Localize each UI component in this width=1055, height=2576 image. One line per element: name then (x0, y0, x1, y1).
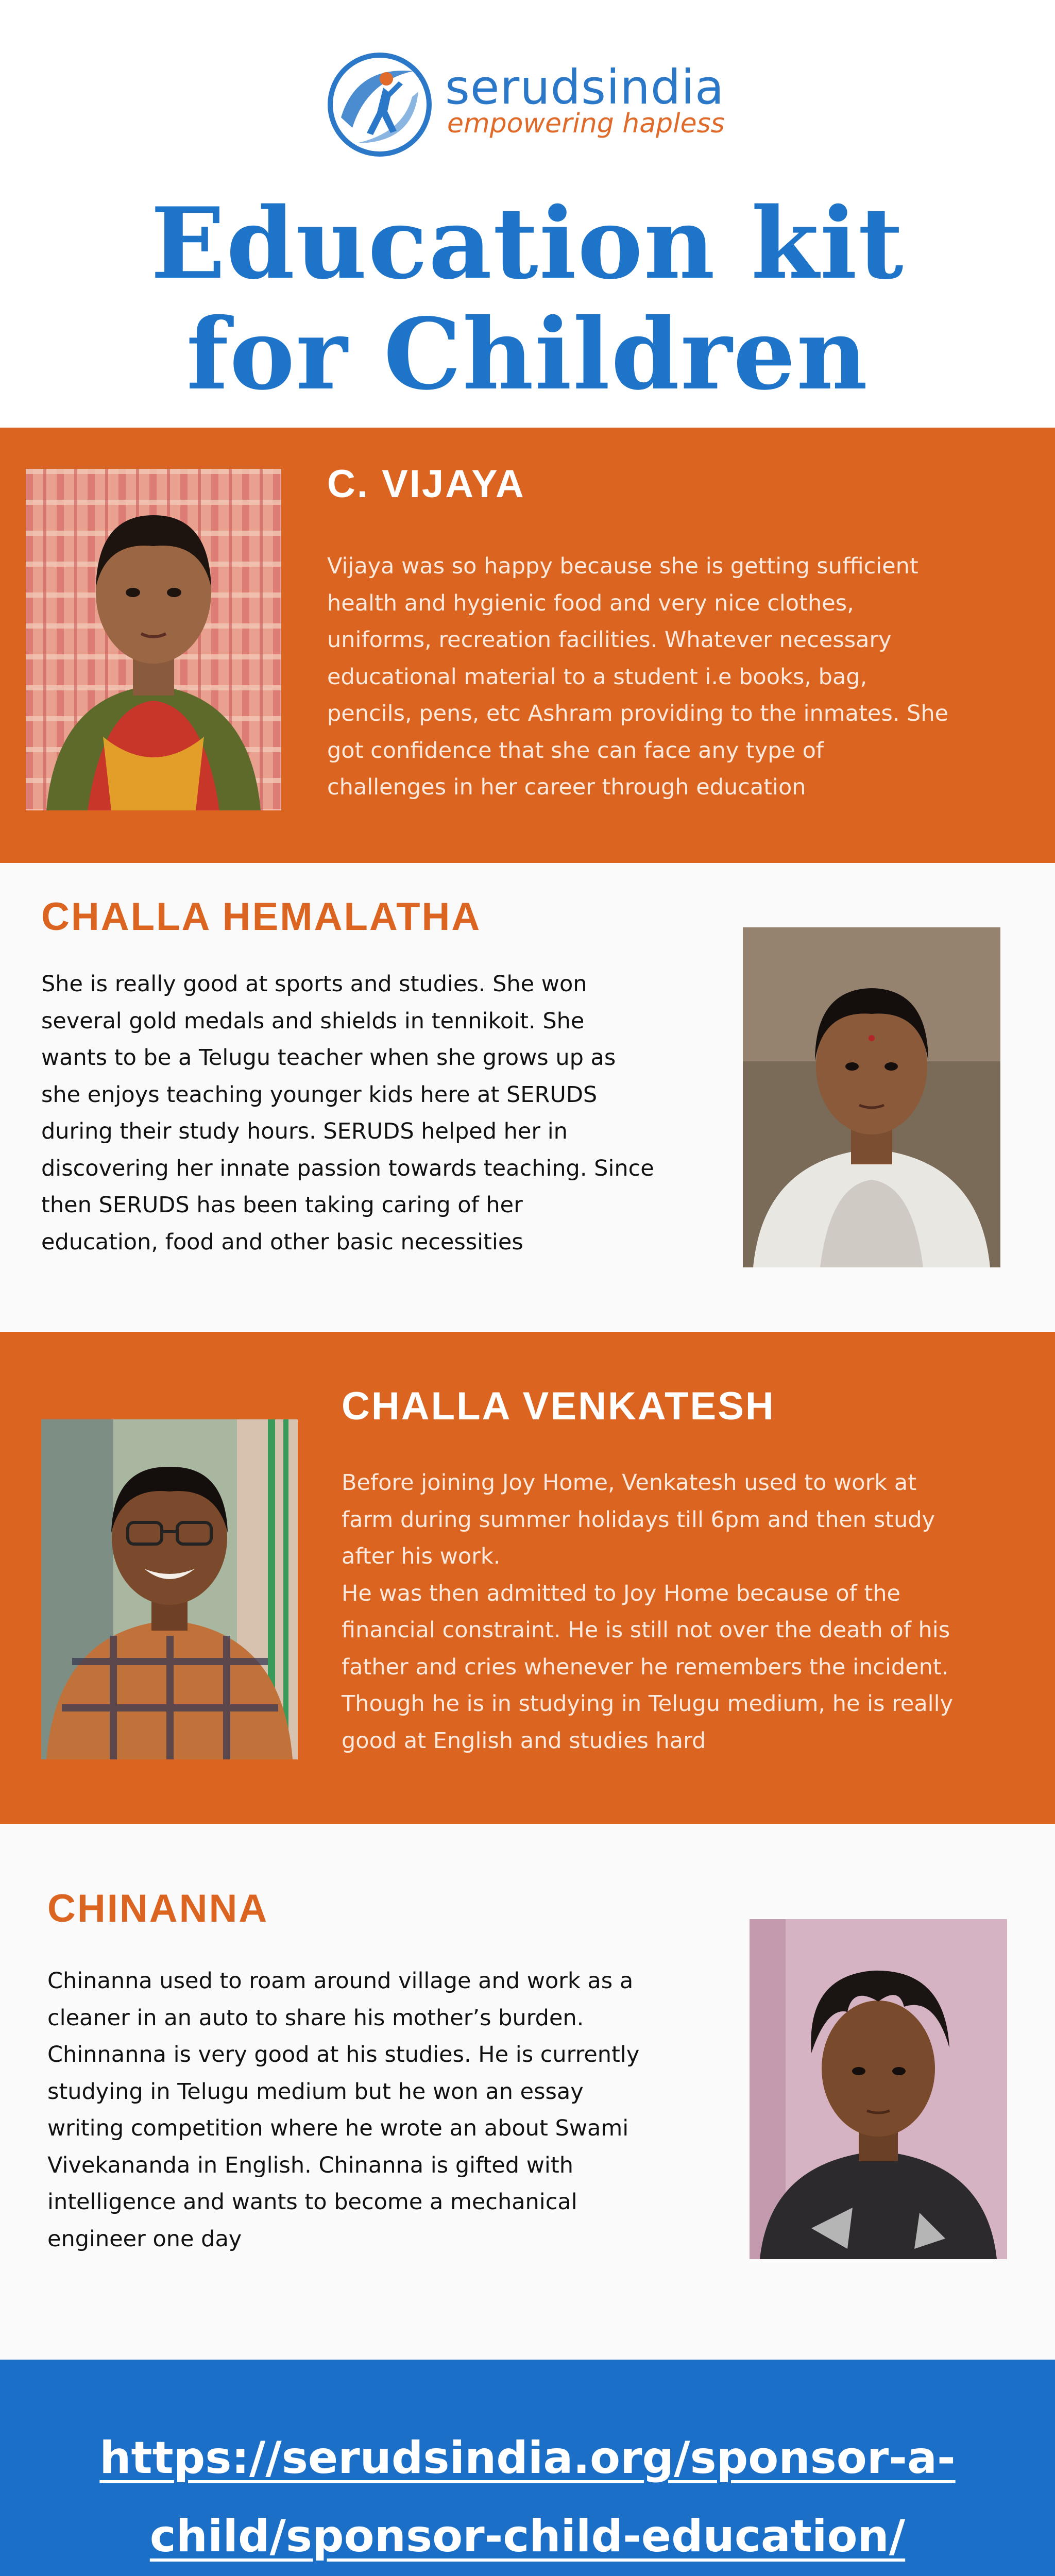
child-story: Before joining Joy Home, Venkatesh used to work at farm during summer holidays till 6pm and then study after his work. He was then admitted to Joy Home because of the financial constraint. He is still not over the death of his father and cries whenever he remembers the incident. Though he is in studying in Telugu medium, he is really good at English and studies hard (342, 1470, 954, 1754)
page-title-line-2: for Children (186, 297, 869, 412)
girl-portrait-icon (743, 927, 1000, 1267)
story-section-chinanna (0, 1824, 1055, 2360)
page-title (0, 188, 1055, 410)
brand-tagline: empowering hapless (447, 108, 725, 139)
serudsindia-logo-icon (326, 50, 434, 159)
boy-portrait-icon (750, 1919, 1007, 2259)
child-name: CHALLA HEMALATHA (41, 895, 482, 939)
child-photo (750, 1919, 1007, 2259)
child-story: Chinanna used to roam around village and work as a cleaner in an auto to share his mother’s burden. Chinnanna is very good at his studies. He is currently studying in Telugu medium but he won an essay writing competition where he wrote an about Swami Vivekananda in English. Chinanna is gifted with intelligence and wants to become a mechanical engineer one day (47, 1968, 640, 2252)
sponsor-link[interactable]: https://serudsindia.org/sponsor-a- child/sponsor-child-education/ (99, 2432, 956, 2562)
child-photo (41, 1419, 298, 1759)
story-section-venkatesh (0, 1332, 1055, 1824)
page-header (0, 0, 1055, 428)
child-story: Vijaya was so happy because she is getting sufficient health and hygienic food and very nice clothes, uniforms, recreation facilities. Whatever necessary educational material to a student i.e books, bag, pencils, pens, etc Ashram providing to the inmates. She got confidence that she can face any type of challenges in her career through education (327, 553, 949, 800)
child-photo (743, 927, 1000, 1267)
child-name: C. VIJAYA (327, 462, 525, 506)
child-name: CHINANNA (47, 1887, 269, 1930)
child-story: She is really good at sports and studies. She won several gold medals and shields in tennikoit. She wants to be a Telugu teacher when she grows up as she enjoys teaching younger kids here at SERUDS during their study hours. SERUDS helped her in discovering her innate passion towards teaching. Since then SERUDS has been taking caring of her education, food and other basic necessities (41, 971, 654, 1255)
page-title-line-1: Education kit (150, 186, 905, 301)
story-section-vijaya (0, 428, 1055, 863)
brand-logo[interactable] (326, 50, 727, 159)
story-section-hemalatha (0, 863, 1055, 1332)
boy-portrait-icon (41, 1419, 298, 1759)
brand-name: serudsindia (445, 60, 725, 115)
girl-portrait-icon (26, 469, 281, 810)
child-name: CHALLA VENKATESH (342, 1384, 775, 1428)
child-photo (26, 469, 281, 810)
